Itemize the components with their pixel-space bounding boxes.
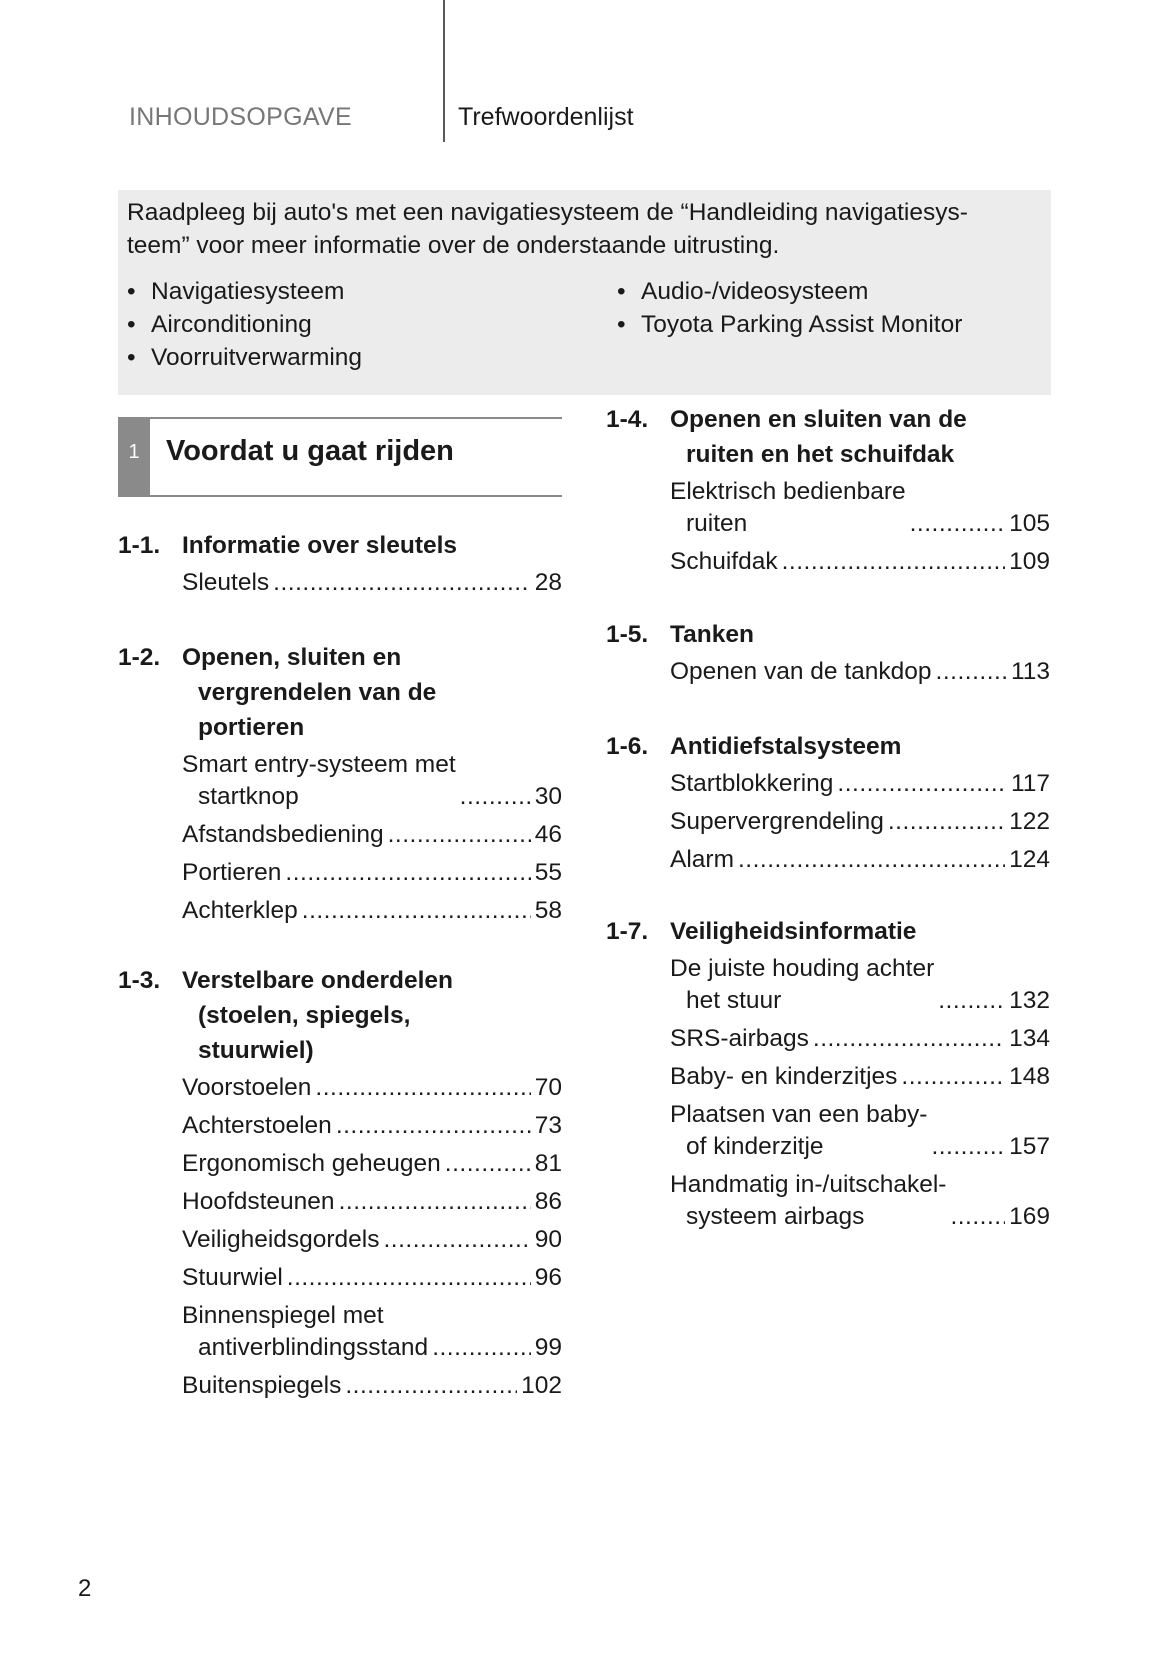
toc-entry[interactable]: Startblokkering ..... 117: [670, 768, 1050, 800]
page-ref: 73: [534, 1112, 562, 1139]
notice-item: • Airconditioning: [127, 308, 362, 341]
notice-item: • Voorruitverwarming: [127, 341, 362, 374]
toc-entry[interactable]: Handmatig in-/uitschakel- systeem airbags ..... 169: [670, 1169, 1050, 1233]
page-ref: 90: [534, 1226, 562, 1253]
header-divider: [443, 0, 445, 142]
navigation-notice-box: [118, 190, 1051, 395]
section-number: 1-2.: [118, 644, 161, 671]
page-ref: 102: [521, 1372, 562, 1399]
toc-entry[interactable]: Schuifdak ..... 109: [670, 546, 1050, 578]
section-number: 1-6.: [606, 733, 649, 760]
section-number: 1-1.: [118, 532, 161, 559]
notice-text: Raadpleeg bij auto's met een navigatiesysteem de “Handleiding navigatiesys- teem” voor meer informatie over de onderstaande uitrusting.: [127, 199, 968, 259]
toc-section: [606, 729, 1050, 882]
toc-section: [118, 963, 562, 1408]
page-ref: 157: [1009, 1133, 1050, 1160]
toc-entry[interactable]: Supervergrendeling ..... 122: [670, 806, 1050, 838]
page-ref: 122: [1009, 808, 1050, 835]
page-ref: 169: [1009, 1203, 1050, 1230]
section-number: 1-7.: [606, 918, 649, 945]
toc-entry[interactable]: Binnenspiegel met antiverblindingsstand ..... 99: [182, 1300, 562, 1364]
page-number: 2: [78, 1575, 92, 1602]
toc-entry[interactable]: Alarm ..... 124: [670, 844, 1050, 876]
toc-entry[interactable]: De juiste houding achter het stuur ..... 132: [670, 953, 1050, 1017]
toc-entry[interactable]: Elektrisch bedienbare ruiten ..... 105: [670, 476, 1050, 540]
header-contents-label[interactable]: INHOUDSOPGAVE: [129, 103, 352, 131]
page-ref: 113: [1010, 658, 1050, 685]
page-ref: 86: [534, 1188, 562, 1215]
section-title: Veiligheidsinformatie: [670, 918, 917, 945]
chapter-bottom-rule: [150, 495, 562, 497]
toc-entry[interactable]: Smart entry-systeem met startknop ..... 30: [182, 749, 562, 813]
chapter-heading: [118, 417, 562, 497]
chapter-title: Voordat u gaat rijden: [166, 435, 454, 467]
notice-item: • Audio-/videosysteem: [617, 275, 962, 308]
toc-section: [118, 528, 562, 605]
page-ref: 28: [534, 569, 562, 596]
toc-entry[interactable]: Baby- en kinderzitjes ..... 148: [670, 1061, 1050, 1093]
section-title: Openen en sluiten van de ruiten en het schuifdak: [670, 406, 967, 468]
toc-entry[interactable]: Hoofdsteunen ..... 86: [182, 1186, 562, 1218]
page-ref: 55: [534, 859, 562, 886]
section-title: Informatie over sleutels: [182, 532, 458, 559]
notice-list-left: [127, 275, 362, 374]
section-title: Openen, sluiten en vergrendelen van de portieren: [182, 644, 437, 741]
toc-entry[interactable]: Portieren ..... 55: [182, 857, 562, 889]
notice-item: • Toyota Parking Assist Monitor: [617, 308, 962, 341]
page-ref: 124: [1009, 846, 1050, 873]
toc-entry[interactable]: Afstandsbediening ..... 46: [182, 819, 562, 851]
toc-entry[interactable]: Ergonomisch geheugen ..... 81: [182, 1148, 562, 1180]
section-title: Verstelbare onderdelen (stoelen, spiegels, stuurwiel): [182, 967, 453, 1064]
toc-section: [606, 914, 1050, 1239]
notice-list-right: [617, 275, 962, 341]
section-title: Antidiefstalsysteem: [670, 733, 902, 760]
page-ref: 58: [534, 897, 562, 924]
toc-entry[interactable]: SRS-airbags ..... 134: [670, 1023, 1050, 1055]
page-ref: 81: [534, 1150, 562, 1177]
toc-section: [606, 617, 1050, 694]
section-number: 1-5.: [606, 621, 649, 648]
toc-entry[interactable]: Achterklep ..... 58: [182, 895, 562, 927]
chapter-top-rule: [150, 417, 562, 419]
page-ref: 148: [1009, 1063, 1050, 1090]
toc-section: [606, 402, 1050, 584]
toc-entry[interactable]: Openen van de tankdop ..... 113: [670, 656, 1050, 688]
page-ref: 96: [534, 1264, 562, 1291]
toc-entry[interactable]: Voorstoelen ..... 70: [182, 1072, 562, 1104]
notice-item: • Navigatiesysteem: [127, 275, 362, 308]
chapter-number-tab: 1: [118, 417, 150, 497]
page-ref: 30: [534, 783, 562, 810]
toc-entry[interactable]: Buitenspiegels ..... 102: [182, 1370, 562, 1402]
section-number: 1-3.: [118, 967, 161, 994]
page-ref: 105: [1009, 510, 1050, 537]
page-ref: 134: [1009, 1025, 1050, 1052]
toc-section: [118, 640, 562, 933]
page-ref: 109: [1009, 548, 1050, 575]
section-title: Tanken: [670, 621, 754, 648]
page-ref: 70: [534, 1074, 562, 1101]
toc-entry[interactable]: Plaatsen van een baby- of kinderzitje ..... 157: [670, 1099, 1050, 1163]
page-ref: 117: [1010, 770, 1050, 797]
page-ref: 132: [1009, 987, 1050, 1014]
page-ref: 99: [534, 1334, 562, 1361]
page-ref: 46: [534, 821, 562, 848]
section-number: 1-4.: [606, 406, 649, 433]
toc-entry[interactable]: Stuurwiel ..... 96: [182, 1262, 562, 1294]
toc-entry[interactable]: Sleutels ..... 28: [182, 567, 562, 599]
header-index-label[interactable]: Trefwoordenlijst: [458, 103, 634, 131]
toc-entry[interactable]: Achterstoelen ..... 73: [182, 1110, 562, 1142]
toc-entry[interactable]: Veiligheidsgordels ..... 90: [182, 1224, 562, 1256]
